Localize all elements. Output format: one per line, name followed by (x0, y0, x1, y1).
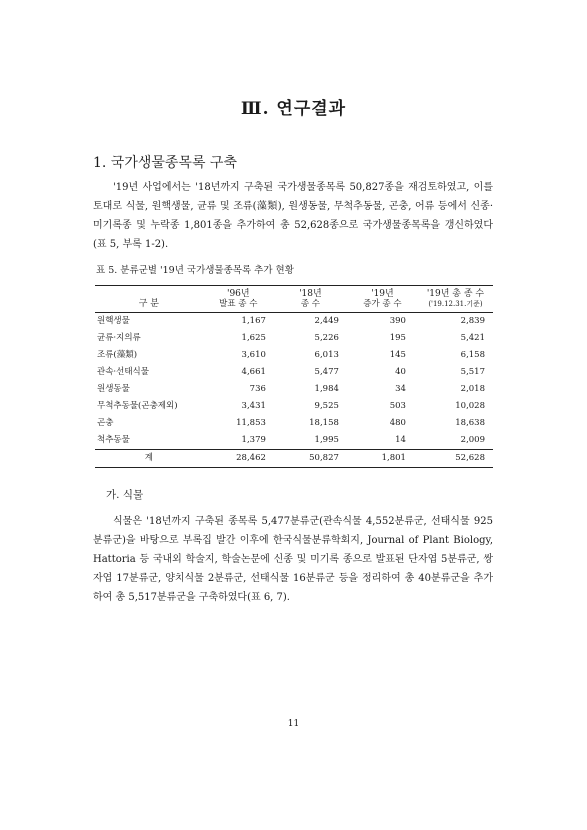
row-1996: 3,431 (241, 401, 266, 411)
chapter-title: Ⅲ. 연구결과 (240, 99, 347, 119)
row-category: 무척추동물(곤충제외) (97, 401, 178, 411)
header-main: 구 분 (138, 299, 159, 309)
row-2018: 18,158 (309, 418, 339, 428)
table-header-row (95, 286, 493, 313)
table-row (95, 415, 493, 432)
section-heading: 1. 국가생물종목록 구축 (93, 155, 237, 171)
row-2018: 9,525 (314, 401, 339, 411)
row-2019-increase: 145 (389, 350, 406, 360)
row-2019-total: 5,517 (460, 367, 485, 377)
row-1996: 3,610 (241, 350, 266, 360)
table-total-row (95, 450, 493, 468)
header-main: '18년 (299, 289, 322, 299)
table-row (95, 330, 493, 347)
species-count-table (95, 285, 493, 468)
row-category: 척추동물 (97, 435, 130, 445)
row-1996: 1,379 (241, 435, 266, 445)
intro-paragraph-text: '19년 사업에서는 '18년까지 구축된 국가생물종목록 50,827종을 재검토하였고, 이를 토대로 식물, 원핵생물, 균류 및 조류(藻類), 원생동물, 무척추동물, 곤충, 어류 등에서 신종·미기록종 및 누락종 1,801종을 추가하여 총 52,628종으로 국가생물종목록을 갱신하였다(표 5, 부록 1-2). (93, 182, 493, 250)
header-sub: 증가 종 수 (363, 299, 402, 309)
row-2019-increase: 14 (395, 435, 406, 445)
plant-paragraph (93, 512, 493, 607)
table-row (95, 398, 493, 415)
row-category: 원핵생물 (97, 316, 130, 326)
row-category: 관속·선태식물 (97, 367, 149, 377)
row-1996: 736 (249, 384, 266, 394)
table-row (95, 432, 493, 450)
row-2018: 1,984 (314, 384, 339, 394)
row-category: 곤충 (97, 418, 114, 428)
row-2019-total: 5,421 (460, 333, 485, 343)
header-sub: 종 수 (300, 299, 320, 309)
total-2018: 50,827 (274, 450, 347, 468)
header-sub: ('19.12.31.기준) (428, 300, 483, 308)
table-row (95, 364, 493, 381)
row-2019-increase: 503 (389, 401, 406, 411)
total-2019-increase: 1,801 (347, 450, 418, 468)
page-number: 11 (287, 719, 300, 729)
header-sub: 발표 종 수 (219, 299, 258, 309)
row-2018: 1,995 (314, 435, 339, 445)
row-2019-total: 18,638 (455, 418, 485, 428)
row-2019-total: 2,839 (460, 316, 485, 326)
row-category: 원생동물 (97, 384, 130, 394)
total-1996: 28,462 (203, 450, 274, 468)
total-label: 계 (95, 450, 203, 468)
row-2019-increase: 34 (395, 384, 406, 394)
row-2019-increase: 480 (389, 418, 406, 428)
row-1996: 4,661 (241, 367, 266, 377)
row-2019-total: 2,009 (460, 435, 485, 445)
table-row (95, 347, 493, 364)
row-2018: 5,477 (314, 367, 339, 377)
plant-paragraph-text: 식물은 '18년까지 구축된 종목록 5,477분류군(관속식물 4,552분류군, 선태식물 925분류군)을 바탕으로 부록집 발간 이후에 한국식물분류학회지, Journal of Plant Biology, Hattoria 등 국내외 학술지, 학술논문에 신종 및 미기록 종으로 발표된 단자엽 5분류군, 쌍자엽 17분류군, 양치식물 2분류군, 선태식물 16분류군 등을 정리하여 총 40분류군을 추가하여 총 5,517분류군을 구축하였다(표 6, 7). (93, 516, 493, 603)
header-main: '19년 (371, 289, 394, 299)
row-1996: 11,853 (236, 418, 266, 428)
header-2019-increase (347, 286, 418, 313)
row-1996: 1,625 (241, 333, 266, 343)
row-2019-increase: 390 (389, 316, 406, 326)
row-2018: 6,013 (314, 350, 339, 360)
total-2019-total: 52,628 (418, 450, 493, 468)
table-row (95, 381, 493, 398)
row-2019-increase: 195 (389, 333, 406, 343)
intro-paragraph (93, 178, 493, 254)
header-category (95, 286, 203, 313)
row-2018: 5,226 (314, 333, 339, 343)
row-category: 조류(藻類) (97, 350, 138, 360)
header-main: '19년 총 종 수 (426, 289, 485, 299)
row-2018: 2,449 (314, 316, 339, 326)
row-2019-total: 2,018 (460, 384, 485, 394)
header-main: '96년 (226, 289, 250, 299)
row-2019-total: 10,028 (455, 401, 485, 411)
header-2018 (274, 286, 347, 313)
row-2019-increase: 40 (395, 367, 406, 377)
subheading-plants: 가. 식물 (106, 489, 144, 501)
table-caption: 표 5. 분류군별 '19년 국가생물종목록 추가 현황 (96, 265, 294, 276)
row-category: 균류·지의류 (97, 333, 141, 343)
header-1996 (203, 286, 274, 313)
row-1996: 1,167 (241, 316, 266, 326)
table-row (95, 313, 493, 331)
row-2019-total: 6,158 (460, 350, 485, 360)
header-2019-total (418, 286, 493, 313)
